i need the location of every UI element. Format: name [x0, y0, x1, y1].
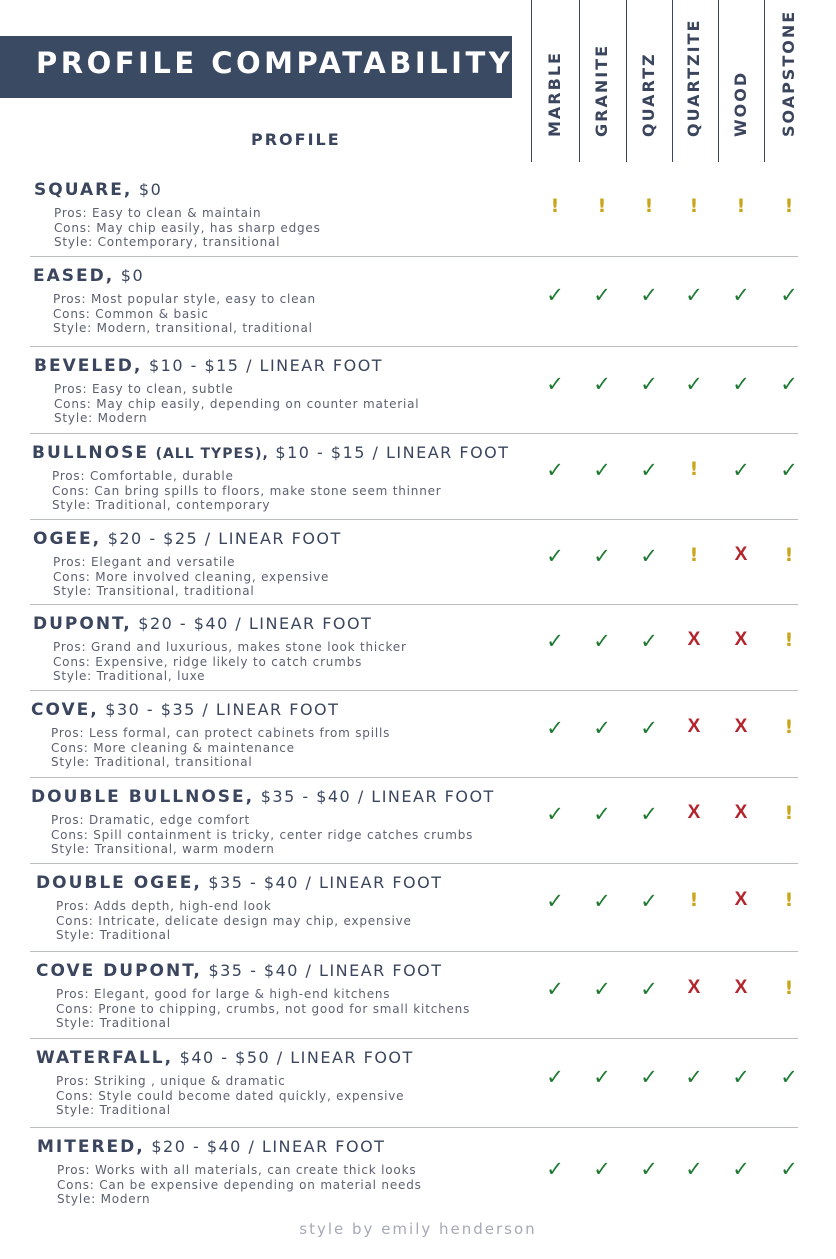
exclamation-icon: ! [689, 195, 699, 217]
table-row [0, 519, 836, 604]
exclamation-icon: ! [784, 195, 794, 217]
column-header-soapstone [766, 2, 812, 156]
profile-name: EASED, [33, 266, 115, 286]
column-divider [764, 0, 765, 162]
profile-cons: Cons: May chip easily, has sharp edges [54, 220, 321, 235]
profile-name: OGEE, [33, 529, 102, 549]
column-header-wood [718, 2, 764, 156]
check-icon: ✓ [640, 976, 658, 1001]
profile-cons: Cons: May chip easily, depending on counter material [54, 396, 420, 411]
check-icon: ✓ [732, 1064, 750, 1089]
check-icon: ✓ [640, 283, 658, 307]
profile-pros: Pros: Comfortable, durable [52, 469, 234, 483]
profile-title [31, 787, 495, 807]
table-row [0, 1038, 836, 1127]
profile-details [56, 1074, 404, 1118]
column-header-label: MARBLE [545, 51, 564, 137]
check-icon: ✓ [780, 371, 798, 396]
profile-cons: Cons: More involved cleaning, expensive [53, 569, 330, 584]
profile-style: Style: Traditional [56, 1103, 171, 1117]
profile-pros: Pros: Easy to clean & maintain [54, 206, 262, 220]
profile-pros: Pros: Easy to clean, subtle [54, 382, 234, 396]
exclamation-icon: ! [784, 802, 794, 824]
profile-name: COVE DUPONT, [36, 961, 202, 981]
profile-title [33, 266, 144, 286]
x-icon: X [687, 629, 701, 650]
profile-price: $10 - $15 / LINEAR FOOT [148, 356, 384, 375]
profile-details [54, 206, 321, 250]
column-header-quartzite [671, 2, 717, 156]
table-row [0, 863, 836, 951]
check-icon: ✓ [593, 1156, 611, 1181]
profile-cons: Cons: Intricate, delicate design may chip, expensive [56, 913, 412, 928]
profile-price: $20 - $25 / LINEAR FOOT [107, 529, 342, 548]
table-row [0, 777, 836, 863]
profile-name: MITERED, [37, 1137, 145, 1157]
profile-price: $0 [120, 266, 145, 285]
column-header-marble [532, 2, 578, 156]
profile-name: BEVELED, [34, 356, 143, 376]
profile-title [32, 443, 510, 463]
profile-details [51, 813, 473, 857]
profile-cons: Cons: Can bring spills to floors, make stone seem thinner [52, 483, 442, 498]
profile-title [34, 356, 383, 376]
profile-details [51, 726, 390, 770]
profile-name: SQUARE, [34, 180, 133, 200]
profile-details [52, 469, 442, 513]
profile-pros: Pros: Striking , unique & dramatic [56, 1074, 286, 1088]
profile-pros: Pros: Works with all materials, can create thick looks [57, 1163, 417, 1177]
check-icon: ✓ [640, 1064, 658, 1089]
profile-style: Style: Modern, transitional, traditional [53, 321, 313, 335]
profile-title [33, 529, 342, 549]
profile-details [56, 899, 412, 943]
column-header-quartz [626, 2, 672, 156]
exclamation-icon: ! [784, 976, 794, 999]
profile-cons: Cons: Spill containment is tricky, center ridge catches crumbs [51, 827, 474, 842]
check-icon: ✓ [780, 283, 798, 307]
footer-credit: style by emily henderson [299, 1220, 537, 1238]
check-icon: ✓ [732, 371, 750, 396]
check-icon: ✓ [593, 715, 611, 740]
check-icon: ✓ [593, 283, 611, 307]
profile-name: DOUBLE BULLNOSE, [31, 787, 255, 807]
profile-title [36, 1048, 414, 1068]
profile-title [36, 873, 442, 893]
exclamation-icon: ! [689, 889, 699, 911]
check-icon: ✓ [593, 543, 611, 568]
check-icon: ✓ [780, 1156, 798, 1181]
exclamation-icon: ! [550, 195, 560, 217]
check-icon: ✓ [546, 976, 564, 1001]
check-icon: ✓ [640, 889, 658, 913]
check-icon: ✓ [593, 371, 611, 396]
check-icon: ✓ [732, 458, 750, 482]
profile-price: $10 - $15 / LINEAR FOOT [275, 443, 510, 462]
profile-style: Style: Modern [57, 1192, 151, 1206]
profile-price: $35 - $40 / LINEAR FOOT [260, 787, 495, 806]
check-icon: ✓ [546, 889, 564, 913]
profile-price: $30 - $35 / LINEAR FOOT [105, 700, 340, 719]
profile-cons: Cons: Prone to chipping, crumbs, not good for small kitchens [56, 1001, 471, 1016]
profile-style: Style: Transitional, warm modern [51, 842, 275, 856]
check-icon: ✓ [640, 802, 658, 826]
profile-style: Style: Traditional [56, 928, 171, 942]
profile-details [57, 1163, 422, 1207]
profile-pros: Pros: Grand and luxurious, makes stone look thicker [53, 640, 407, 654]
check-icon: ✓ [593, 889, 611, 913]
x-icon: X [734, 629, 748, 650]
column-header-label: GRANITE [592, 43, 611, 137]
check-icon: ✓ [593, 629, 611, 653]
check-icon: ✓ [546, 1064, 564, 1089]
x-icon: X [687, 802, 701, 823]
profile-price: $35 - $40 / LINEAR FOOT [208, 961, 443, 980]
profile-subtitle: (ALL TYPES), [155, 446, 269, 462]
profile-style: Style: Modern [54, 411, 148, 425]
column-header-label: WOOD [731, 70, 750, 137]
profile-cons: Cons: Can be expensive depending on material needs [57, 1177, 422, 1192]
profile-pros: Pros: Elegant and versatile [53, 555, 236, 569]
x-icon: X [687, 976, 701, 998]
column-header-label: QUARTZ [639, 52, 658, 137]
profile-name: DUPONT, [33, 614, 132, 634]
profile-cons: Cons: Style could become dated quickly, expensive [56, 1088, 405, 1103]
x-icon: X [734, 543, 748, 565]
check-icon: ✓ [593, 458, 611, 482]
check-icon: ✓ [546, 715, 564, 740]
profile-title [36, 961, 443, 981]
exclamation-icon: ! [689, 543, 699, 566]
table-row [0, 170, 836, 256]
table-row [0, 346, 836, 433]
profile-style: Style: Traditional, contemporary [52, 498, 271, 512]
profile-title [34, 180, 162, 200]
profile-style: Style: Transitional, traditional [53, 584, 255, 598]
column-header-label: QUARTZITE [684, 18, 703, 137]
check-icon: ✓ [593, 1064, 611, 1089]
exclamation-icon: ! [689, 458, 699, 480]
check-icon: ✓ [640, 543, 658, 568]
profile-details [53, 640, 407, 684]
check-icon: ✓ [593, 976, 611, 1001]
check-icon: ✓ [685, 283, 703, 307]
profile-name: BULLNOSE [32, 443, 149, 463]
profile-style: Style: Traditional [56, 1016, 171, 1030]
profile-price: $35 - $40 / LINEAR FOOT [208, 873, 443, 892]
table-row [0, 690, 836, 777]
profile-style: Style: Traditional, luxe [53, 669, 206, 683]
check-icon: ✓ [546, 458, 564, 482]
check-icon: ✓ [732, 1156, 750, 1181]
profile-name: COVE, [31, 700, 99, 720]
profile-title [31, 700, 339, 720]
x-icon: X [687, 715, 701, 737]
table-row [0, 256, 836, 346]
profile-details [56, 987, 470, 1031]
check-icon: ✓ [546, 1156, 564, 1181]
check-icon: ✓ [685, 371, 703, 396]
profile-style: Style: Contemporary, transitional [54, 235, 281, 249]
profile-price: $20 - $40 / LINEAR FOOT [138, 614, 373, 633]
check-icon: ✓ [640, 629, 658, 653]
profile-title [37, 1137, 385, 1157]
check-icon: ✓ [732, 283, 750, 307]
exclamation-icon: ! [784, 889, 794, 911]
x-icon: X [734, 976, 748, 998]
check-icon: ✓ [640, 458, 658, 482]
exclamation-icon: ! [784, 629, 794, 651]
exclamation-icon: ! [736, 195, 746, 217]
check-icon: ✓ [640, 715, 658, 740]
profile-name: DOUBLE OGEE, [36, 873, 202, 893]
profile-name: WATERFALL, [36, 1048, 174, 1068]
table-row [0, 604, 836, 690]
x-icon: X [734, 802, 748, 823]
check-icon: ✓ [685, 1064, 703, 1089]
check-icon: ✓ [780, 1064, 798, 1089]
profile-column-heading: PROFILE [251, 130, 341, 149]
profile-pros: Pros: Dramatic, edge comfort [51, 813, 251, 827]
profile-pros: Pros: Elegant, good for large & high-end kitchens [56, 987, 391, 1001]
profile-cons: Cons: Common & basic [53, 306, 209, 321]
profile-details [53, 555, 329, 599]
exclamation-icon: ! [784, 543, 794, 566]
profile-price: $0 [138, 180, 163, 199]
exclamation-icon: ! [784, 715, 794, 738]
profile-pros: Pros: Adds depth, high-end look [56, 899, 272, 913]
table-row [0, 1127, 836, 1222]
x-icon: X [734, 715, 748, 737]
profile-cons: Cons: Expensive, ridge likely to catch crumbs [53, 654, 363, 669]
profile-price: $40 - $50 / LINEAR FOOT [179, 1048, 414, 1067]
title-banner [0, 36, 512, 98]
profile-pros: Pros: Most popular style, easy to clean [53, 292, 316, 306]
profile-price: $20 - $40 / LINEAR FOOT [151, 1137, 386, 1156]
profile-pros: Pros: Less formal, can protect cabinets from spills [51, 726, 391, 740]
profile-style: Style: Traditional, transitional [51, 755, 253, 769]
profile-title [33, 614, 372, 634]
page-title: PROFILE COMPATABILITY [36, 46, 514, 80]
table-row [0, 951, 836, 1038]
column-header-label: SOAPSTONE [779, 9, 798, 137]
check-icon: ✓ [640, 1156, 658, 1181]
exclamation-icon: ! [597, 195, 607, 217]
table-row [0, 433, 836, 519]
x-icon: X [734, 889, 748, 910]
profile-cons: Cons: More cleaning & maintenance [51, 740, 295, 755]
check-icon: ✓ [546, 543, 564, 568]
check-icon: ✓ [546, 802, 564, 826]
exclamation-icon: ! [644, 195, 654, 217]
check-icon: ✓ [640, 371, 658, 396]
check-icon: ✓ [780, 458, 798, 482]
profile-details [53, 292, 316, 336]
check-icon: ✓ [593, 802, 611, 826]
check-icon: ✓ [685, 1156, 703, 1181]
check-icon: ✓ [546, 283, 564, 307]
profile-details [54, 382, 419, 426]
column-header-granite [579, 2, 625, 156]
check-icon: ✓ [546, 371, 564, 396]
check-icon: ✓ [546, 629, 564, 653]
